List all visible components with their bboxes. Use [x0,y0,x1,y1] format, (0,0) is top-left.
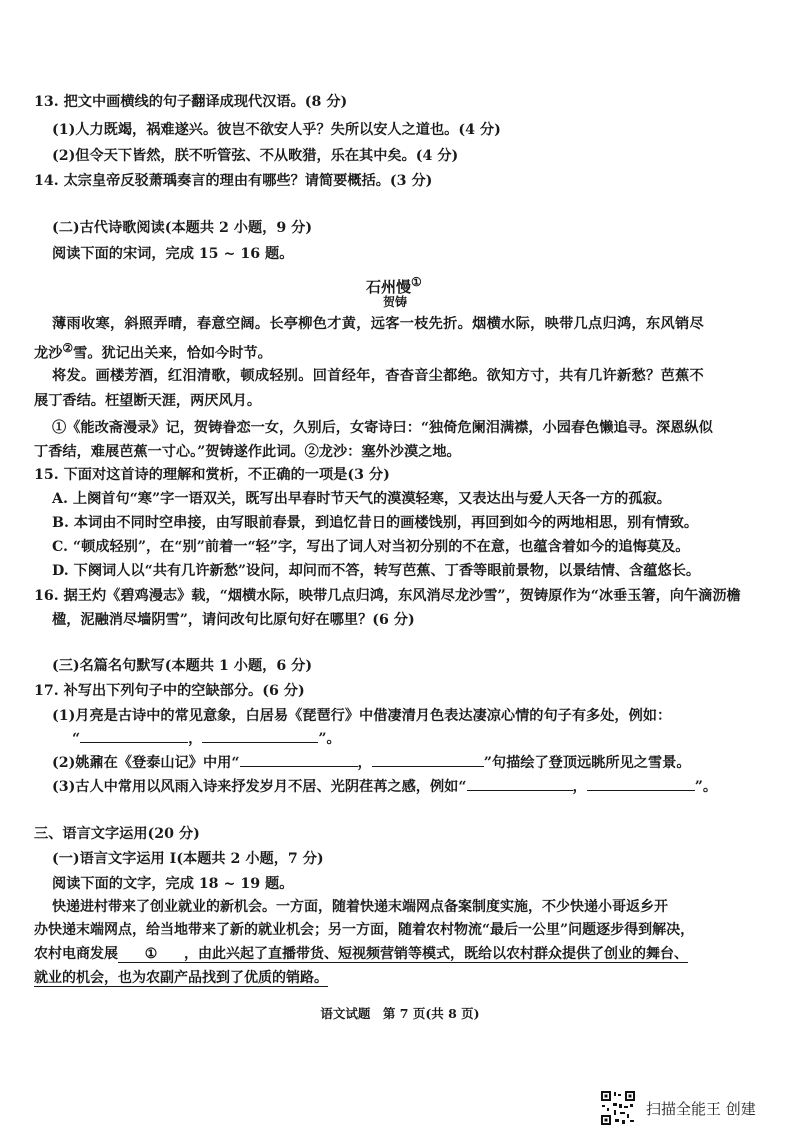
q17-sub2 [52,752,691,773]
q13-stem: 13. 把文中画横线的句子翻译成现代汉语。(8 分) [34,94,348,110]
poem-line-2b: 雪。犹记出关来，恰如今时节。 [73,345,272,362]
page-footer: 语文试题 第 7 页(共 8 页) [320,1006,480,1021]
passage-blank-1[interactable] [118,944,184,963]
passage-line-2: 办快递末端网点，给当地带来了新的就业机会；另一方面，随着农村物流“最后一公里”问题逐步得到解决， [34,922,695,938]
qr-code-icon [600,1090,636,1126]
q17-sub1-blank-1[interactable] [80,728,188,743]
section-dictation-heading: (三)名篇名句默写(本题共 1 小题，6 分) [52,658,313,674]
passage-line-4-text: 就业的机会，也为农副产品找到了优质的销路。 [34,970,328,986]
watermark-text: 扫描全能王 创建 [646,1099,756,1118]
q13-sub1: (1)人力既竭，祸难遂兴。彼岂不欲安人乎？失所以安人之道也。(4 分) [52,122,501,138]
q17-sub2-comma: ， [357,755,372,771]
q15-option-a: A. 上阕首句“寒”字一语双关，既写出早春时节天气的漠漠轻寒，又表达出与爱人天各一方的孤寂。 [52,491,671,507]
section-poetry-heading: (二)古代诗歌阅读(本题共 2 小题，9 分) [52,220,313,236]
part3-intro: 阅读下面的文字，完成 18 ~ 19 题。 [52,876,294,892]
q17-sub3-comma: ， [572,779,587,795]
poem-note-line-2: 丁香结，难展芭蕉一寸心。”贺铸遂作此词。②龙沙：塞外沙漠之地。 [34,444,461,460]
poem-line-2a: 龙沙 [34,345,63,362]
q15-option-d: D. 下阕词人以“共有几许新愁”设问，却问而不答，转写芭蕉、丁香等眼前景物，以景结情、含蕴悠长。 [52,563,701,579]
passage-line-3b: ，由此兴起了直播带货、短视频营销等模式，既给以农村群众提供了创业的舞台、 [184,946,688,962]
passage-line-1: 快递进村带来了创业就业的新机会。一方面，随着快递末端网点备案制度实施，不少快递小哥返乡开 [52,899,668,915]
poem-line-2 [34,338,272,364]
poem-title-footnote-mark: ① [411,275,422,289]
passage-line-3 [34,944,688,964]
q17-sub3-blank-1[interactable] [467,776,573,791]
q13-sub2: (2)但令天下皆然，朕不听管弦、不从畋猎，乐在其中矣。(4 分) [52,148,459,164]
poem-line-4: 展丁香结。枉望断天涯，两厌风月。 [34,393,262,409]
poem-note-line-1: ①《能改斋漫录》记，贺铸眷恋一女，久别后，女寄诗曰：“独倚危阑泪满襟，小园春色懒追寻。深恩纵似 [52,420,713,436]
q16-stem-line-1: 16. 据王灼《碧鸡漫志》载，“烟横水际，映带几点归鸿，东风消尽龙沙雪”，贺铸原作为“冰垂玉箸，向午滴沥檐 [34,588,741,604]
q17-sub1-end: ”。 [318,731,341,747]
poem-title-text: 石州慢 [366,278,412,296]
scanner-watermark [600,1090,756,1126]
q17-sub1-line-1: (1)月亮是古诗中的常见意象，白居易《琵琶行》中借凄清月色表达凄凉心情的句子有多处，例如： [52,708,672,724]
q17-sub3-blank-2[interactable] [587,776,695,791]
q15-option-c: C. “顿成轻别”，在“别”前着一“轻”字，写出了词人对当初分别的不在意，也蕴含着如今的追悔莫及。 [52,539,690,555]
poem-footnote-mark-2: ② [62,341,74,355]
q17-sub1-line-2 [72,728,341,749]
q17-sub3-end: ”。 [694,779,718,795]
passage-blank-1-label: ① [144,946,158,962]
poem-author: 贺铸 [383,295,408,309]
q17-sub2-blank-2[interactable] [372,752,484,767]
q16-stem-line-2: 楹，泥融消尽墙阴雪”，请问改句比原句好在哪里？(6 分) [52,612,415,628]
q15-stem: 15. 下面对这首诗的理解和赏析，不正确的一项是(3 分) [34,467,390,483]
part3-subheading: (一)语言文字运用 I(本题共 2 小题，7 分) [52,851,324,867]
q17-sub3-a: (3)古人中常用以风雨入诗来抒发岁月不居、光阴荏苒之感，例如“ [52,779,467,795]
q17-sub1-comma: ， [188,731,203,747]
q17-sub2-b: ”句描绘了登顶远眺所见之雪景。 [483,755,691,771]
q15-option-b: B. 本词由不同时空串接，由写眼前春景，到追忆昔日的画楼饯别，再回到如今的两地相思，别有情致。 [52,515,699,531]
passage-line-4 [34,968,328,988]
q17-stem: 17. 补写出下列句子中的空缺部分。(6 分) [34,683,305,699]
q14-stem: 14. 太宗皇帝反驳萧瑀奏言的理由有哪些？请简要概括。(3 分) [34,173,433,189]
poem-line-3: 将发。画楼芳酒，红泪清歌，顿成轻别。回首经年，杳杳音尘都绝。欲知方寸，共有几许新愁？芭蕉不 [52,368,704,384]
q17-sub1-open-quote: “ [72,731,81,747]
q17-sub3 [52,776,717,797]
poem-line-1: 薄雨收寒，斜照弄晴，春意空阔。长亭柳色才黄，远客一枝先折。烟横水际，映带几点归鸿，东风销尽 [52,316,704,332]
q17-sub2-a: (2)姚鼐在《登泰山记》中用“ [52,755,240,771]
q17-sub1-blank-2[interactable] [202,728,318,743]
passage-line-3a: 农村电商发展 [34,946,118,962]
q17-sub2-blank-1[interactable] [240,752,358,767]
section-poetry-intro: 阅读下面的宋词，完成 15 ~ 16 题。 [52,246,294,262]
part3-heading: 三、语言文字运用(20 分) [34,826,200,842]
